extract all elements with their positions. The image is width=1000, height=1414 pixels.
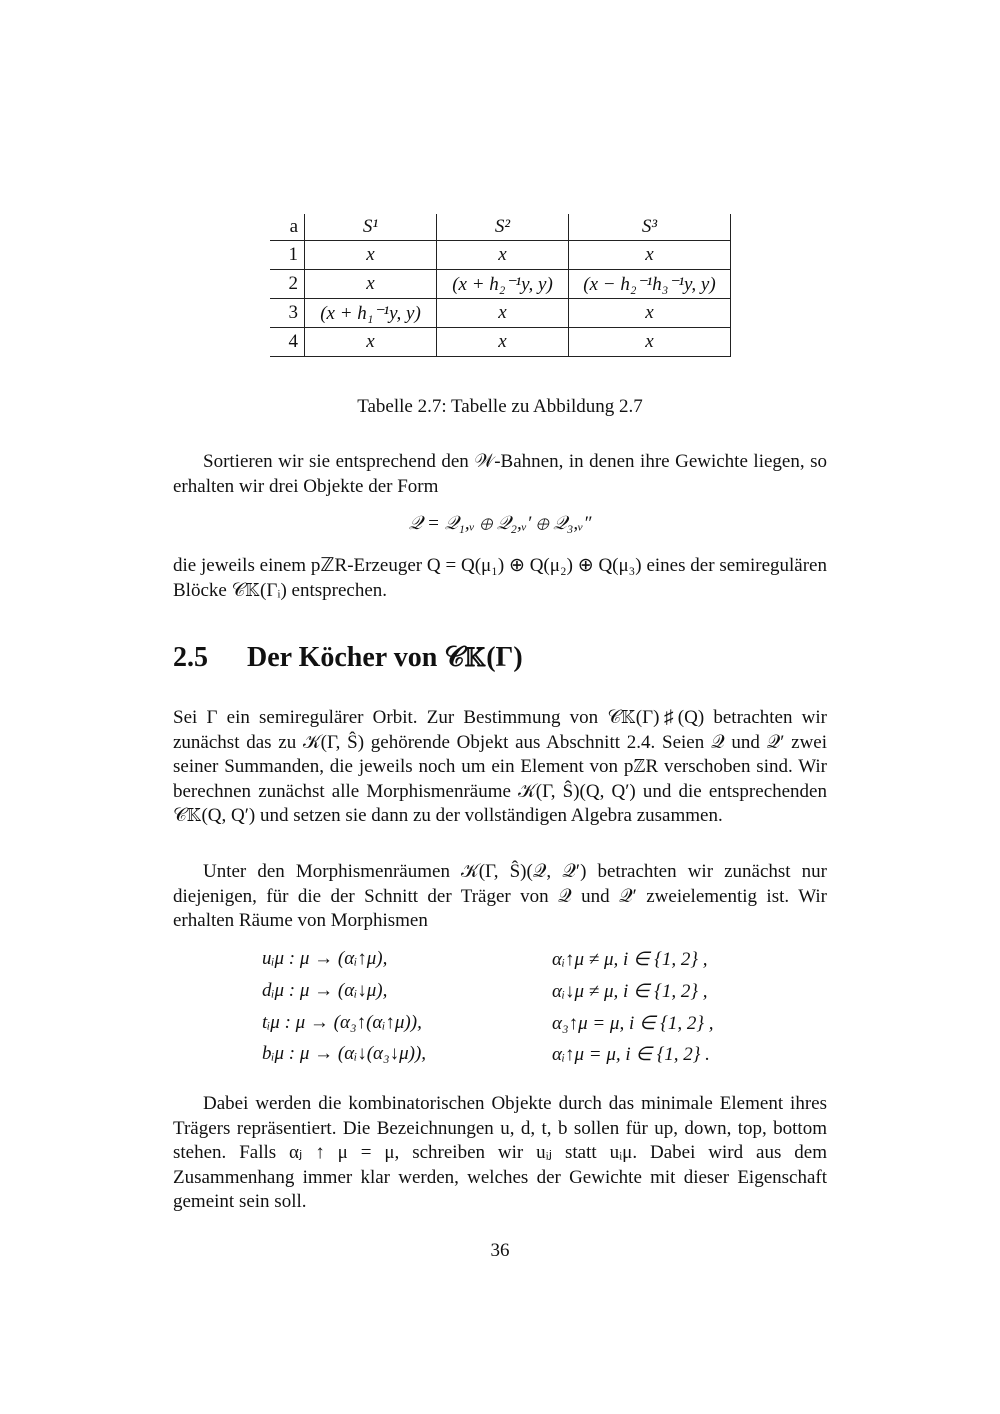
- equation-left: bᵢμ : μ → (αᵢ↓(α₃↓μ)),: [262, 1043, 427, 1064]
- paragraph-text: Dabei werden die kombinatorischen Objekte durch das minimale Element ihres Trägers repräsentiert. Die Bezeichnungen u, d, t, b sollen für up, down, top, bottom stehen. Falls αⱼ ↑ μ = μ, schreiben wir uᵢⱼ statt uᵢμ. Dabei wird aus dem Zusammenhang immer klar werden, welches der Gewichte mit dieser Eigenschaft gemeint sein soll.: [173, 1093, 827, 1212]
- display-equation: 𝒬 = 𝒬₁,ᵥ ⊕ 𝒬₂,ᵥ′ ⊕ 𝒬₃,ᵥ″: [408, 513, 592, 534]
- table-cell: 2: [270, 270, 305, 299]
- paragraph: [173, 1092, 827, 1215]
- data-table: [270, 214, 731, 357]
- table-cell: 1: [270, 241, 305, 270]
- paragraph-text: Unter den Morphismenräumen 𝒦(Γ, Ŝ)(𝒬, 𝒬′) betrachten wir zunächst nur diejenigen, für die der Schnitt der Träger von 𝒬 und 𝒬′ zweielementig ist. Wir erhalten Räume von Morphismen: [173, 861, 827, 931]
- paragraph-text: Sortieren wir sie entsprechend den 𝒲-Bahnen, in denen ihre Gewichte liegen, so erhalten wir drei Objekte der Form: [173, 451, 827, 497]
- equation-right: αᵢ↑μ ≠ μ, i ∈ {1, 2} ,: [552, 949, 708, 970]
- table-cell: (x + h₂⁻¹y, y): [437, 270, 569, 299]
- table-header-cell: S²: [437, 214, 569, 241]
- table-cell: x: [437, 328, 569, 357]
- paragraph: [173, 450, 827, 499]
- page-number: 36: [490, 1240, 510, 1261]
- table-cell: x: [569, 328, 731, 357]
- paragraph-text: die jeweils einem pℤR-Erzeuger Q = Q(μ₁) ⊕ Q(μ₂) ⊕ Q(μ₃) eines der semiregulären Blöcke 𝒞𝕂(Γᵢ) entsprechen.: [173, 555, 827, 601]
- paragraph: [173, 554, 827, 603]
- equation-left: uᵢμ : μ → (αᵢ↑μ),: [262, 948, 388, 969]
- table-header-cell: a: [270, 214, 305, 241]
- equation-left: tᵢμ : μ → (α₃↑(αᵢ↑μ)),: [262, 1012, 422, 1033]
- table-row: [270, 328, 731, 357]
- table-cell: x: [437, 299, 569, 328]
- paragraph: [173, 706, 827, 829]
- paragraph: [173, 860, 827, 934]
- table-cell: (x − h₂⁻¹h₃⁻¹y, y): [569, 270, 731, 299]
- table-header-cell: S³: [569, 214, 731, 241]
- equation-right: αᵢ↑μ = μ, i ∈ {1, 2} .: [552, 1044, 710, 1065]
- table-row: [270, 270, 731, 299]
- paragraph-text: Sei Γ ein semiregulärer Orbit. Zur Bestimmung von 𝒞𝕂(Γ)♯(Q) betrachten wir zunächst das zu 𝒦(Γ, Ŝ) gehörende Objekt aus Abschnitt 2.4. Seien 𝒬 und 𝒬′ zwei seiner Summanden, die jeweils noch um ein Element von pℤR verschoben sind. Wir berechnen zunächst alle Morphismenräume 𝒦(Γ, Ŝ)(Q, Q′) und die entsprechenden 𝒞𝕂(Q, Q′) und setzen sie dann zu der vollständigen Algebra zusammen.: [173, 707, 827, 826]
- table-cell: x: [305, 241, 437, 270]
- table-cell: x: [305, 328, 437, 357]
- table-cell: (x + h₁⁻¹y, y): [305, 299, 437, 328]
- equation-right: α₃↑μ = μ, i ∈ {1, 2} ,: [552, 1013, 714, 1034]
- table-cell: x: [569, 299, 731, 328]
- table-cell: x: [569, 241, 731, 270]
- table-cell: 4: [270, 328, 305, 357]
- table-caption: Tabelle 2.7: Tabelle zu Abbildung 2.7: [357, 396, 643, 417]
- table-header-row: [270, 214, 731, 241]
- section-number: 2.5: [173, 642, 208, 673]
- equation-left: dᵢμ : μ → (αᵢ↓μ),: [262, 980, 388, 1001]
- table-cell: x: [305, 270, 437, 299]
- table-row: [270, 241, 731, 270]
- table-cell: x: [437, 241, 569, 270]
- table-header-cell: S¹: [305, 214, 437, 241]
- section-heading: [173, 642, 523, 674]
- equation-right: αᵢ↓μ ≠ μ, i ∈ {1, 2} ,: [552, 981, 708, 1002]
- table-row: [270, 299, 731, 328]
- section-title: Der Köcher von 𝒞𝕂(Γ): [247, 642, 523, 673]
- table-cell: 3: [270, 299, 305, 328]
